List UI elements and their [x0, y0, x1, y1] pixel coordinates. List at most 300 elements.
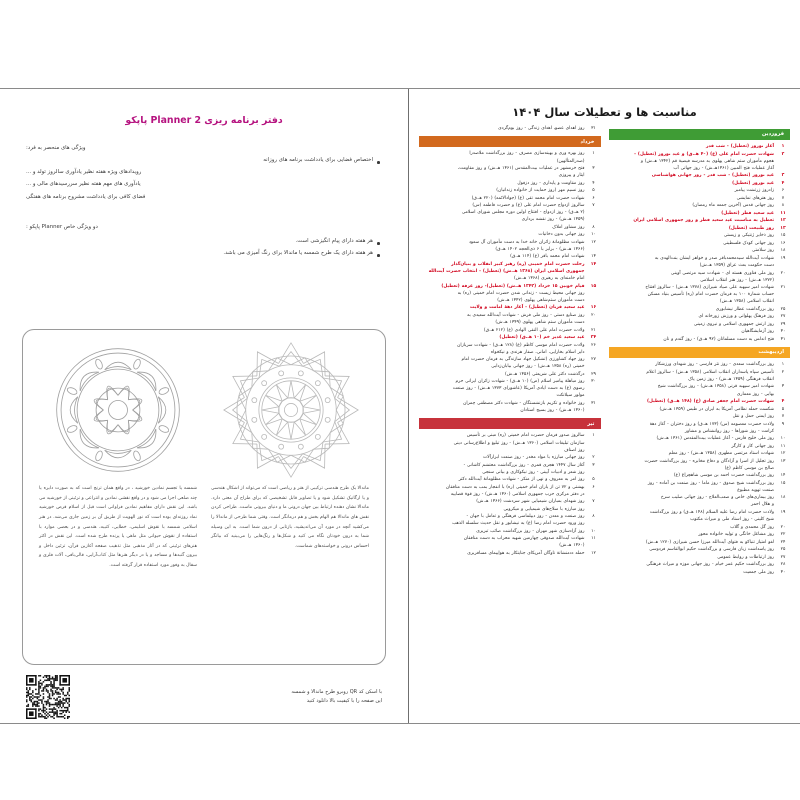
calendar-event-row: [609, 539, 791, 546]
event-text: سالروز ازدواج حضرت امام علی (ع) و حضرت فاطمه (س): [472, 203, 585, 209]
qr-caption: [86, 688, 382, 707]
event-text: صالح بن موسی کاظم (ع): [724, 465, 774, 471]
event-text: جمهوری اسلامی ایران (۱۳۶۸ هـ.ش) (تعطیل) - انتخاب حضرت آیت‌الله: [428, 269, 585, 275]
month-header-اردیبهشت: اردیبهشت: [609, 347, 791, 358]
month-header-فروردین: فروردین: [609, 129, 791, 140]
event-text: روز مشاور املاک: [552, 224, 585, 230]
event-day: ۶: [781, 188, 785, 194]
event-text: ولادت حضرت معصومه (س) (۱۷۳ هـ.ق) و روز دختران - آغاز دههٔ: [649, 421, 774, 427]
event-day: ۳: [781, 384, 785, 390]
calendar-event-row: [419, 454, 601, 461]
mandala-card: [22, 329, 386, 665]
event-text: هجوم مأموران ستم شاهی پهلوی به مدرسه فیضیهٔ قم (۱۳۴۲ هـ.ش) و: [640, 158, 774, 164]
calendar-event-row: [609, 413, 791, 420]
calendar-event-row: [609, 546, 791, 553]
feature-item: رویدادهای ویژه هفته نظیر یادآوری سالروز تولد و ...: [26, 169, 142, 176]
event-text: روز صنایع دستی - روز ملی فرش - شهادت آیت‌الله سعیدی به: [467, 312, 585, 318]
event-text: روز بزرگداشت سعدی - روز نثر فارسی - روز شهدای ورزشکار: [655, 362, 774, 368]
event-text: فتح اندلس به دست مسلمانان (۹۲ هـ.ق) - روز گندم و نان: [663, 336, 774, 342]
event-day: ۱۱: [780, 210, 786, 216]
calendar-event-row: [419, 491, 601, 498]
event-day: ۱۲: [780, 451, 786, 457]
calendar-event-row: [609, 210, 791, 217]
event-text: روز مقاومت و پایداری - روز دزفول: [517, 180, 585, 186]
shamseh-illustration: [218, 337, 364, 483]
feature-item: فضای کافی برای یادداشت مشروح برنامه های هفتگی: [26, 193, 146, 200]
event-day: ۱۹: [780, 509, 786, 515]
event-text: (۱۳۶۶ هـ.ش) - برابر با ۶ ذی‌الحجه ۱۴۰۲ هـ.ق): [495, 246, 585, 252]
event-day: ۷: [592, 203, 595, 209]
calendar-event-row: [609, 328, 791, 335]
event-text: روز شعر و ادبیات آیینی - روز نیکوکاری و بیانی سنجی: [482, 469, 585, 475]
calendar-event-row: [419, 550, 601, 557]
calendar-event-row: [609, 561, 791, 568]
event-text: روز مبارزه با سلاح‌های شیمیایی و میکروبی: [503, 506, 585, 512]
spacer: [26, 203, 382, 221]
calendar-event-row: [609, 158, 791, 165]
event-text: روز سلامتی: [751, 248, 774, 254]
calendar-event-row: [419, 158, 601, 165]
event-text: بهشتی و ۷۲ تن از یاران امام خمینی (ره) با انفجار بمب به دست منافقان: [445, 484, 585, 490]
event-text: روز اصناف: [563, 447, 585, 453]
calendar-page: [408, 89, 800, 723]
event-day: ۱۲: [780, 218, 786, 224]
event-text: روز پاسداشت زبان فارسی و بزرگداشت حکیم ابوالقاسم فردوسی: [649, 547, 774, 553]
event-day: ۳: [592, 166, 595, 172]
calendar-column-left: [419, 125, 601, 576]
calendar-event-row: [609, 151, 791, 158]
calendar-event-row: [609, 195, 791, 202]
event-text: مولور سیلانکت: [556, 393, 585, 399]
event-day: ۴: [781, 180, 785, 186]
event-day: ۳۰: [780, 569, 786, 575]
calendar-event-row: [419, 407, 601, 414]
event-text: شهادت استاد مرتضی مطهری (۱۳۵۸ هـ.ش) - روز معلم: [668, 451, 774, 457]
event-day: ۷: [781, 195, 785, 201]
calendar-event-row: [609, 383, 791, 390]
event-day: ۱۱: [591, 536, 596, 542]
feature-item: اختصاص فضایی برای یادداشت برنامه های روزانه: [26, 154, 382, 166]
event-day: ۳۰: [591, 379, 596, 385]
calendar-event-row: [609, 277, 791, 284]
event-text: خمینی (ره) ۱۳۵۸ هـ.ش) - روز جهانی بیابان‌زدایی: [491, 364, 585, 370]
event-text: روز امر به معروف و نهی از منکر - شهادت مظلومانهٔ آیت‌الله دکتر: [458, 477, 585, 483]
qr-caption-line-2: این صفحه را با کیفیت بالا دانلود کنید: [306, 698, 382, 704]
event-text: روز مباهلهٔ پیامبر اسلام (ص) (۱۰ هـ.ق) - شهادت زائران ایرانی حرم: [455, 379, 585, 385]
calendar-event-row: [609, 487, 791, 494]
calendar-event-row: [419, 253, 601, 260]
event-day: ۲۷: [780, 554, 786, 560]
event-text: روز جهانی بدون دخانیات: [538, 232, 585, 238]
event-day: ۱۶: [780, 240, 786, 246]
event-text: عید نوروز (تعطیل): [732, 180, 774, 186]
event-day: ۱: [781, 144, 785, 150]
event-day: ۲۹: [780, 321, 786, 327]
event-text: روز جهانی قدس (آخرین جمعه ماه رمضان): [692, 203, 774, 209]
event-text: حمله ددمنشانهٔ ناوگان آمریکای جنایتکار به هواپیمای مسافربری: [467, 550, 585, 556]
event-day: ۲۴: [780, 539, 786, 545]
calendar-event-row: [419, 165, 601, 172]
calendar-event-row: [609, 516, 791, 523]
calendar-event-row: [419, 209, 601, 216]
event-day: ۲۰: [780, 524, 786, 530]
features-lead: ویژگی های منحصر به فرد:: [26, 145, 86, 151]
event-day: ۲: [592, 455, 595, 461]
calendar-event-row: [609, 472, 791, 479]
calendar-event-row: [419, 535, 601, 542]
feature-item: یادآوری های مهم هفته نظیر سررسیدهای مالی و ...: [26, 181, 141, 188]
calendar-event-row: [609, 298, 791, 305]
event-day: ۲۶: [591, 342, 596, 348]
event-text: رحلت حضرت امام خمینی (ره) رهبر کبیر انقلاب و بنیان‌گذار: [451, 261, 585, 267]
event-text: تأسیس سپاه پاسداران انقلاب اسلامی (۱۳۵۸ هـ.ش) - سالروز اعلام: [646, 369, 774, 375]
calendar-event-row: [419, 513, 601, 520]
calendar-event-row: [609, 262, 791, 269]
event-day: ۴: [592, 180, 595, 186]
event-day: ۵: [592, 188, 595, 194]
intro-body: [0, 142, 408, 259]
event-day: ۱۳: [780, 458, 786, 464]
calendar-event-row: [609, 313, 791, 320]
event-text: صنعت تهویه مطبوع: [737, 487, 774, 493]
event-text: آغاز نوروز (تعطیل) - شب قدر: [705, 144, 774, 150]
calendar-event-row: [609, 143, 791, 150]
calendar-event-row: [419, 385, 601, 392]
event-text: امام خامنه‌ای به رهبری (۱۳۶۸ هـ.ش): [514, 276, 585, 282]
calendar-event-row: [419, 290, 601, 297]
event-text: روز بیماری‌های خاص و صعب‌العلاج - روز جهانی صلیب سرخ: [660, 495, 774, 501]
event-day: ۲۲: [780, 532, 786, 538]
calendar-column-right: [609, 125, 791, 576]
event-text: روز آزمایشگاهیان: [741, 329, 774, 335]
calendar-event-row: [419, 378, 601, 385]
event-text: روز صنعت و معدن - روز دیپلماسی فرهنگی و تعامل با جهان -: [466, 514, 585, 520]
event-text: روز بزرگداشت حضرت احمد بن موسی شاهچراغ (ع): [673, 473, 774, 479]
event-day: ۱۹: [780, 255, 786, 261]
event-text: کرامت - روز شوراها - روز روانشناس و مشاور: [684, 428, 774, 434]
event-day: ۱۳: [591, 254, 596, 260]
event-text: روز جهاد کشاورزی (تشکیل جهاد سازندگی به فرمان حضرت امام: [461, 357, 585, 363]
event-day: ۶: [592, 484, 595, 490]
event-text: (صدرالمتألهین): [556, 158, 585, 164]
calendar-event-row: [609, 240, 791, 247]
event-day: ۲۰: [591, 312, 596, 318]
event-text: روز اهدای عضو، اهدای زندگی - روز بوم‌گردی: [498, 126, 585, 131]
calendar-event-row: [609, 443, 791, 450]
event-day: ۲۷: [780, 314, 786, 320]
qr-code-icon[interactable]: [26, 675, 70, 719]
calendar-event-row: [609, 524, 791, 531]
calendar-event-row: [419, 246, 601, 253]
calendar-event-row: [419, 342, 601, 349]
event-text: روز فرهنگ پهلوانی و ورزش زورخانه ای: [698, 314, 774, 320]
event-text: روز جهانی مبارزه با مواد مخدر - روز صنعت ابزارآلات: [482, 455, 585, 461]
calendar-event-row: [419, 462, 601, 469]
event-day: ۱۲: [591, 239, 596, 245]
event-text: روز خانواده و تکریم بازنشستگان - شهادت دکتر مصطفی چمران: [463, 400, 585, 406]
event-text: شهادت حضرت امام محمد تقی (ع) (جوادالائمه) (۲۲۰ هـ.ق): [471, 195, 585, 201]
event-day: ۵: [592, 477, 595, 483]
event-day: ۸: [592, 514, 595, 520]
event-day: ۶: [592, 195, 595, 201]
event-text: ولادت حضرت امام رضا علیه السلام (۱۴۸ هـ.ق) و روز بزرگداشت: [649, 509, 774, 515]
calendar-event-row: [609, 321, 791, 328]
event-day: ۳۱: [591, 126, 596, 131]
qr-download-row: [0, 675, 408, 719]
calendar-event-row: [419, 528, 601, 535]
event-text: عید سعید قربان (تعطیل) - آغاز دههٔ امامت و ولایت: [470, 305, 585, 311]
calendar-event-row: [609, 450, 791, 457]
event-text: شهادت امیر سپهبد علی صیاد شیرازی (۱۳۷۸ هـ.ش) - سالروز افتتاح: [645, 285, 774, 291]
calendar-event-row: [609, 217, 791, 224]
calendar-event-row: [609, 421, 791, 428]
calendar-event-row: [419, 297, 601, 304]
calendar-event-row: [419, 283, 601, 290]
calendar-event-row: [609, 458, 791, 465]
calendar-event-row: [609, 531, 791, 538]
event-text: روز ایمنی حمل و نقل: [732, 414, 774, 420]
calendar-event-row: [609, 232, 791, 239]
special-feature-item: هر هفته دارای یک طرح شمسه یا ماندالا برای رنگ آمیزی می باشد.: [26, 247, 382, 259]
event-text: ولادت حضرت امام علی النقی الهادی (ع) (۲۱۲ هـ.ق): [483, 327, 585, 333]
calendar-event-row: [609, 376, 791, 383]
calendar-event-row: [419, 363, 601, 370]
event-text: روز بزرگداشت شیخ صدوق - روز ماما - روز صنعت بن آماده - روز: [647, 480, 774, 486]
event-text: انقلاب فرهنگی (۱۳۵۹ هـ.ش) - روز زمین پاک: [688, 376, 774, 382]
event-day: ۳۱: [591, 400, 596, 406]
calendar-event-row: [609, 187, 791, 194]
event-day: ۲۵: [780, 306, 786, 312]
event-text: روز بزرگداشت حکیم عمر خیام - روز جهانی موزه و میراث فرهنگی: [646, 562, 774, 568]
event-text: (۲ هـ.ق) - روز ازدواج - افتتاح اولین دوره مجلس شورای اسلامی: [461, 210, 585, 216]
special-feature-item: هر هفته دارای پیام انگیزشی است.: [26, 235, 382, 247]
event-text: روز ذخایر ژنتیکی و زیستی: [723, 233, 774, 239]
calendar-event-row: [419, 371, 601, 378]
event-text: تعطیل به مناسبت عید سعید فطر و روز جمهوری اسلامی ایران: [633, 218, 774, 224]
calendar-event-row: [609, 306, 791, 313]
event-text: روز گل محمدی و گلاب: [730, 524, 774, 530]
event-day: ۳: [781, 173, 785, 179]
event-text: روز ارتباطات و روابط عمومی: [717, 554, 774, 560]
mandala-description: ماندالا یک طرح هندسی ترکیبی از هنر و ریاضی است که می‌تواند از اشکال هندسی و یا ارگانیک تشکیل شود و یا تصاویر قابل تشخیصی که برای طراح آن معنی دارد. ماندالا نشان دهنده ارتباط بین جهان درونی ما و دنیای بیرونی ماست. طراحی کردن نقش های ماندالا هم الهام بخش و هم درمانگر است. وقتی شما طرحی از ماندالا را می‌کشید آنچه در مورد آن می‌اندیشید، بازتابی از درون شما است. به این وسیله شما به درون خودتان نگاه می کنید و شکل‌ها و رنگ‌هایی را می‌بینید که بیانگر احساس درونی و خواسته‌های شماست.: [211, 486, 369, 549]
event-text: روز ملی خلیج فارس - آغاز عملیات بیت‌المقدس (۱۳۶۱ هـ.ش): [656, 436, 774, 442]
event-text: روز بزرگداشت عطار نیشابوری: [715, 306, 774, 312]
event-text: روز ملی فناوری هسته ای - شهادت سید مرتضی آوینی: [670, 270, 774, 276]
calendar-event-row: [419, 224, 601, 231]
calendar-event-row: [419, 542, 601, 549]
calendar-event-row: [419, 400, 601, 407]
event-text: عید سعید فطر (تعطیل): [721, 210, 774, 216]
event-text: حساب شمارهٔ ۱۰۰ به فرمان حضرت امام (ره) تأسیس بنیاد مسکن: [647, 292, 774, 298]
mandala-illustration: [45, 337, 191, 483]
calendar-event-row: [419, 520, 601, 527]
event-day: ۱: [592, 151, 595, 157]
calendar-event-row: [609, 435, 791, 442]
event-text: دست مأموران ستم‌شاهی پهلوی (۱۳۴۲ هـ.ش): [497, 297, 585, 303]
event-text: (۱۳۷۲ هـ.ش) - روز هنر انقلاب اسلامی: [700, 277, 774, 283]
calendar-page-title: مناسبت ها و تعطیلات سال ۱۴۰۴: [512, 105, 697, 119]
event-day: ۱۵: [780, 233, 786, 239]
event-day: ۱۴: [590, 261, 597, 267]
calendar-event-row: [609, 165, 791, 172]
event-text: عید نوروز (تعطیل) - شب قدر - روز جهانی هواشناسی: [651, 173, 774, 179]
event-text: شهادت آیت‌الله سیدمحمدباقر صدر و خواهر ایشان بنت‌الهدی به: [654, 255, 774, 261]
event-text: (۱۳۶۰ هـ.ش): [559, 543, 585, 549]
calendar-event-row: [419, 239, 601, 246]
event-text: روز هنرهای نمایشی: [736, 195, 774, 201]
event-day: ۲۸: [780, 562, 786, 568]
calendar-event-row: [609, 180, 791, 187]
calendar-event-row: [419, 195, 601, 202]
event-text: (۱۳۶۰ هـ.ش) - روز بسیج استادان: [520, 408, 585, 414]
event-text: آغاز عملیات فتح المبین (۱۳۶۱هـ.ش) - روز جهانی آب: [673, 165, 774, 171]
event-day: ۱۴: [780, 473, 786, 479]
event-text: انقلاب اسلامی (۱۳۵۸ هـ.ش): [719, 299, 774, 305]
calendar-event-row: [609, 554, 791, 561]
event-text: روز ورود حضرت امام رضا (ع) به نیشابور و نقل حدیث سلسله الذهب: [452, 521, 585, 527]
event-text: شهادت حضرت امام علی (ع) (۴۰ هـ.ق) و عید نوروز (تعطیل) -: [634, 151, 774, 157]
calendar-event-row: [419, 172, 601, 179]
month-header-خرداد: خرداد: [419, 136, 601, 147]
calendar-event-row: [419, 319, 601, 326]
event-day: ۱۵: [780, 480, 786, 486]
event-day: ۱۲: [591, 550, 596, 556]
event-text: سازمان تبلیغات اسلامی (۱۳۶۰ هـ.ش) - روز تبلیغ و اطلاع‌رسانی دینی: [453, 440, 585, 446]
event-text: قیام خونین ۱۵ خرداد (۱۳۴۲ هـ.ش) (تعطیل)- روز عرفه (تعطیل): [441, 283, 585, 289]
event-text: فتح خرمشهر در عملیات بیت‌المقدس (۱۳۶۱ هـ.ش) و روز مقاومت،: [457, 166, 585, 172]
event-text: دست مأموران ستم شاهی پهلوی (۱۳۴۹ هـ.ش): [495, 320, 585, 326]
event-text: شکست حمله نظامی آمریکا به ایران در طبس (۱۳۵۹ هـ.ش): [659, 406, 774, 412]
event-day: ۱۰: [780, 436, 786, 442]
event-text: (۱۳۵۹ هـ.ش) - روز نقشه برداری: [521, 217, 585, 223]
event-day: ۱: [592, 433, 595, 439]
event-day: ۲۵: [780, 547, 786, 553]
qr-caption-line-1: با اسکن کد QR روبرو طرح ماندالا و شمسه: [291, 688, 382, 695]
event-text: ولادت حضرت امام موسی کاظم (ع) (۱۲۸ هـ.ق) - شهادت سربازان: [457, 342, 585, 348]
calendar-event-row: [609, 465, 791, 472]
event-day: ۱۳: [780, 225, 786, 231]
event-text: شهادت امیر سپهبد قرنی (۱۳۵۸ هـ.ش) - روز بزرگداشت شیخ: [657, 384, 774, 390]
event-text: شهادت آیت‌الله صدوقی چهارمین شهید محراب به دست منافقان: [463, 536, 585, 542]
shamseh-description: شمسه یا تجسم نمادین خورشید ، در واقع همان ترنج است که به صورت دایره یا چند ضلعی اجرا می شود و در واقع نقشی نمادین و انتزاعی و تزئینی از خورشید می باشد. این نقش دارای مفاهیم نمادین فراوانی است قبل از اسلام قرص خورشید نماد روزنه‌ای بوده است که نور الهویت از طریق آن بر زمین جاری می‌شد. در هنر اسلامی شمسه با نقوش اسلیمی، خطایی، کتیبه، هندسی و در بعضی موارد با استفاده از نقوش حیوانی مثل ماهی یا پرنده طرح شده است. این نقش در اکثر هنرهای تزئینی که در آثار مذهبی مثل تذهیب صفحه آغازین قرآن، تزئین داخل و بیرون گنبدها و مساجد و یا در دیگر هنرها مثل کتاب‌آرایی، قالی‌بافی، آلات فلزی و سفال به وفور مورد استفاده قرار گرفته است.: [39, 486, 197, 569]
event-text: شیخ کلینی - روز اسناد ملی و میراث مکتوب: [690, 517, 774, 523]
event-day: ۱۰: [591, 528, 596, 534]
calendar-event-row: [419, 180, 601, 187]
event-text: زادروز زرتشت پیامبر: [734, 188, 774, 194]
calendar-event-row: [609, 428, 791, 435]
event-text: روز ارتش جمهوری اسلامی و نیروی زمینی: [693, 321, 774, 327]
event-text: روز آزادسازی شهر مهران - روز بزرگداشت صائب تبریزی: [476, 528, 585, 534]
calendar-event-row: [419, 432, 601, 439]
artwork-row: [23, 330, 385, 478]
calendar-event-row: [609, 480, 791, 487]
calendar-columns: [409, 125, 800, 576]
calendar-event-row: [419, 484, 601, 491]
calendar-event-row: [609, 369, 791, 376]
event-text: و هلال احمر: [751, 502, 774, 508]
event-text: روز تجلیل از اسرا و آزادگان و دفاع مخابره - روز بزرگداشت حضرت: [644, 458, 774, 464]
event-day: ۷: [592, 499, 595, 505]
calendar-event-row: [419, 231, 601, 238]
calendar-event-row: [609, 336, 791, 343]
calendar-event-row: [419, 304, 601, 311]
calendar-event-row: [609, 225, 791, 232]
event-text: روز جهانی کار و کارگر: [731, 443, 774, 449]
event-day: ۲۱: [591, 327, 596, 333]
event-day: ۴: [781, 399, 785, 405]
event-day: ۵: [781, 406, 785, 412]
event-text: روز نسیم مهر (روز حمایت از خانواده زندانیان): [496, 188, 585, 194]
event-text: درگذشت دکتر علی شریعتی (۱۳۵۶ هـ.ش): [505, 371, 585, 377]
calendar-event-row: [419, 187, 601, 194]
calendar-event-row: [419, 476, 601, 483]
special-features-lead: دو ویژگی خاص Planner پاپکو :: [26, 223, 98, 230]
event-day: ۸: [781, 203, 785, 209]
event-text: رضوی (ع) به دست ایادی آمریکا (عاشورای ۱۳۷۳ هـ.ش) - روز صنعت: [452, 386, 585, 392]
month-header-تیر: تیر: [419, 418, 601, 429]
event-text: عید سعید غدیر خم (۱۰ هـ.ق) (تعطیل): [499, 335, 585, 341]
event-day: ۹: [781, 421, 785, 427]
calendar-event-row: [419, 392, 601, 399]
event-day: ۲۰: [780, 270, 786, 276]
event-text: در دفتر مرکزی حزب جمهوری اسلامی (۱۳۶۰ هـ.ش) - روز قوهٔ قضاییه: [450, 491, 585, 497]
event-text: روز شهدای بمباران شیمیایی شهر سردشت (۱۳۶۶ هـ.ش): [476, 499, 585, 505]
event-text: شهادت مظلومانهٔ زائران خانه خدا به دست مأموران آل سعود: [468, 239, 585, 245]
calendar-event-row: [609, 406, 791, 413]
event-day: ۱: [781, 362, 785, 368]
calendar-event-row: [419, 312, 601, 319]
event-text: روز مشاغل خانگی و تولید خانواده محور: [698, 532, 774, 538]
artwork-text-row: [23, 478, 385, 571]
event-text: روز بهره وری و بهینه‌سازی مصرف - روز بزرگداشت ملاصدرا: [469, 151, 585, 157]
calendar-event-row: [609, 494, 791, 501]
planner-page-spread: [0, 88, 800, 724]
calendar-event-row: [609, 391, 791, 398]
calendar-event-row: [609, 361, 791, 368]
event-text: روز جهانی محیط زیست - زندانی شدن حضرت امام خمینی (ره) به: [457, 290, 585, 296]
event-text: روز طبیعت (تعطیل): [728, 225, 774, 231]
calendar-event-row: [419, 469, 601, 476]
event-day: ۲۹: [591, 371, 596, 377]
calendar-event-row: [419, 356, 601, 363]
event-day: ۲: [781, 369, 785, 375]
calendar-event-row: [609, 270, 791, 277]
event-text: شهادت امام محمد باقر (ع) (۱۱۴ هـ.ق): [510, 254, 585, 260]
event-day: ۲۴: [590, 335, 597, 341]
calendar-event-row: [419, 150, 601, 157]
event-text: آغاز سال ۱۴۴۷ هجری قمری - روز بزرگداشت محتشم کاشانی -: [463, 462, 585, 468]
event-text: دست حکومت بعث عراق (۱۳۵۹ هـ.ش): [699, 263, 774, 269]
calendar-event-row: [609, 255, 791, 262]
event-text: دایر اسلام بخارایی، امانی، صفار هرندی و نیکخواه: [490, 349, 585, 355]
event-day: ۳۰: [780, 329, 786, 335]
event-day: ۱۸: [780, 495, 786, 501]
calendar-event-row: [419, 498, 601, 505]
event-day: ۱۸: [780, 248, 786, 254]
calendar-event-row: [419, 349, 601, 356]
event-day: ۳: [592, 462, 595, 468]
event-day: ۲۱: [780, 285, 786, 291]
calendar-event-row: [419, 334, 601, 341]
event-day: ۸: [592, 224, 595, 230]
calendar-event-row: [609, 172, 791, 179]
event-text: روز جهانی کودک فلسطینی: [723, 240, 774, 246]
event-day: ۲: [781, 151, 785, 157]
event-text: سالروز صدور فرمان حضرت امام خمینی (ره) مبنی بر تأسیس: [466, 433, 585, 439]
calendar-event-row: [609, 284, 791, 291]
calendar-event-row: [419, 125, 601, 132]
calendar-event-row: [419, 261, 601, 268]
